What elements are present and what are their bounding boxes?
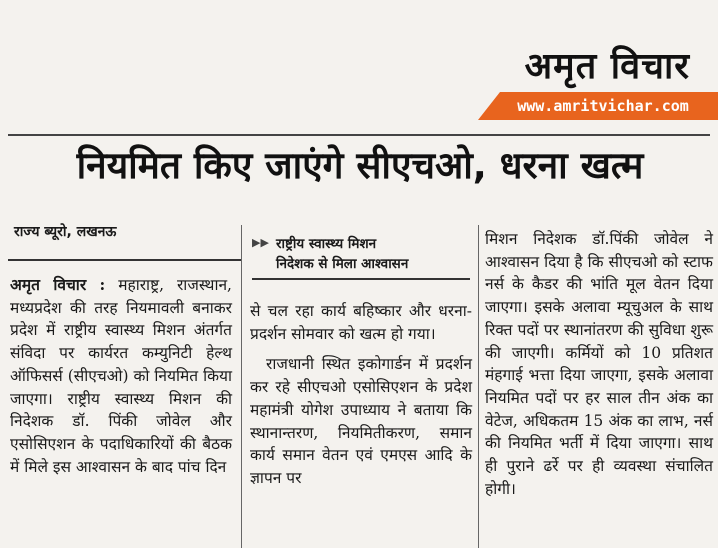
callout-line-1: राष्ट्रीय स्वास्थ्य मिशन xyxy=(276,236,377,252)
website-url: www.amritvichar.com xyxy=(517,97,689,115)
masthead xyxy=(0,0,718,130)
headline: नियमित किए जाएंगे सीएचओ, धरना खत्म xyxy=(76,144,644,187)
column-3-text: मिशन निदेशक डॉ.पिंकी जोवेल ने आश्वासन दिया है कि सीएचओ को स्टाफ नर्स के कैडर की भांति मूल वेतन दिया जाएगा। इसके अलावा म्यूचुअल के साथ रिक्त पदों पर स्थानांतरण की सुविधा शुरू की जाएगी। कर्मियों को 10 प्रतिशत मंहगाई भत्ता दिया जाएगा, इसके अलावा नियमित पदों पर हर साल तीन अंक का वेटेज, अधिकतम 15 अंक का लाभ, नर्स की नियमित भर्ती में दिया जाएगा। साथ ही पुराने ढर्रे पर ही व्यवस्था संचालित होगी। xyxy=(485,230,713,498)
website-banner xyxy=(478,92,718,120)
column-2-paragraph-1: से चल रहा कार्य बहिष्कार और धरना-प्रदर्शन सोमवार को खत्म हो गया। xyxy=(250,302,472,343)
callout-line-2: निदेशक से मिला आश्वासन xyxy=(276,256,409,272)
double-chevron-icon: ▶▶ xyxy=(252,236,269,249)
byline-rule xyxy=(8,259,242,261)
column-divider-1 xyxy=(241,225,242,548)
callout-text xyxy=(276,234,408,274)
column-divider-2 xyxy=(478,225,479,548)
column-2-paragraph-2: राजधानी स्थित इकोगार्डन में प्रदर्शन कर रहे सीएचओ एसोसिएशन के प्रदेश महामंत्री योगेश उपाध्याय ने बताया कि स्थानान्तरण, नियमितीकरण, समान कार्य समान वेतन एवं एमएस आदि के ज्ञापन पर xyxy=(250,355,472,487)
headline-top-rule xyxy=(8,134,710,136)
byline: राज्य ब्यूरो, लखनऊ xyxy=(14,224,117,240)
article-column-1 xyxy=(10,274,232,478)
lead-dateline: अमृत विचार : xyxy=(10,275,106,294)
callout-box xyxy=(252,232,470,280)
newspaper-logo: अमृत विचार xyxy=(524,46,690,87)
article-column-3 xyxy=(485,228,713,500)
column-1-text: महाराष्ट्र, राजस्थान, मध्यप्रदेश की तरह नियमावली बनाकर प्रदेश में राष्ट्रीय स्वास्थ्य मिशन अंतर्गत संविदा पर कार्यरत कम्युनिटी हेल्थ ऑफिसर्स (सीएचओ) को नियमित किया जाएगा। राष्ट्रीय स्वास्थ्य मिशन की निदेशक डॉ. पिंकी जोवेल और एसोसिएशन के पदाधिकारियों की बैठक में मिले इस आश्वासन के बाद पांच दिन xyxy=(10,276,232,476)
article-column-2 xyxy=(250,300,472,498)
